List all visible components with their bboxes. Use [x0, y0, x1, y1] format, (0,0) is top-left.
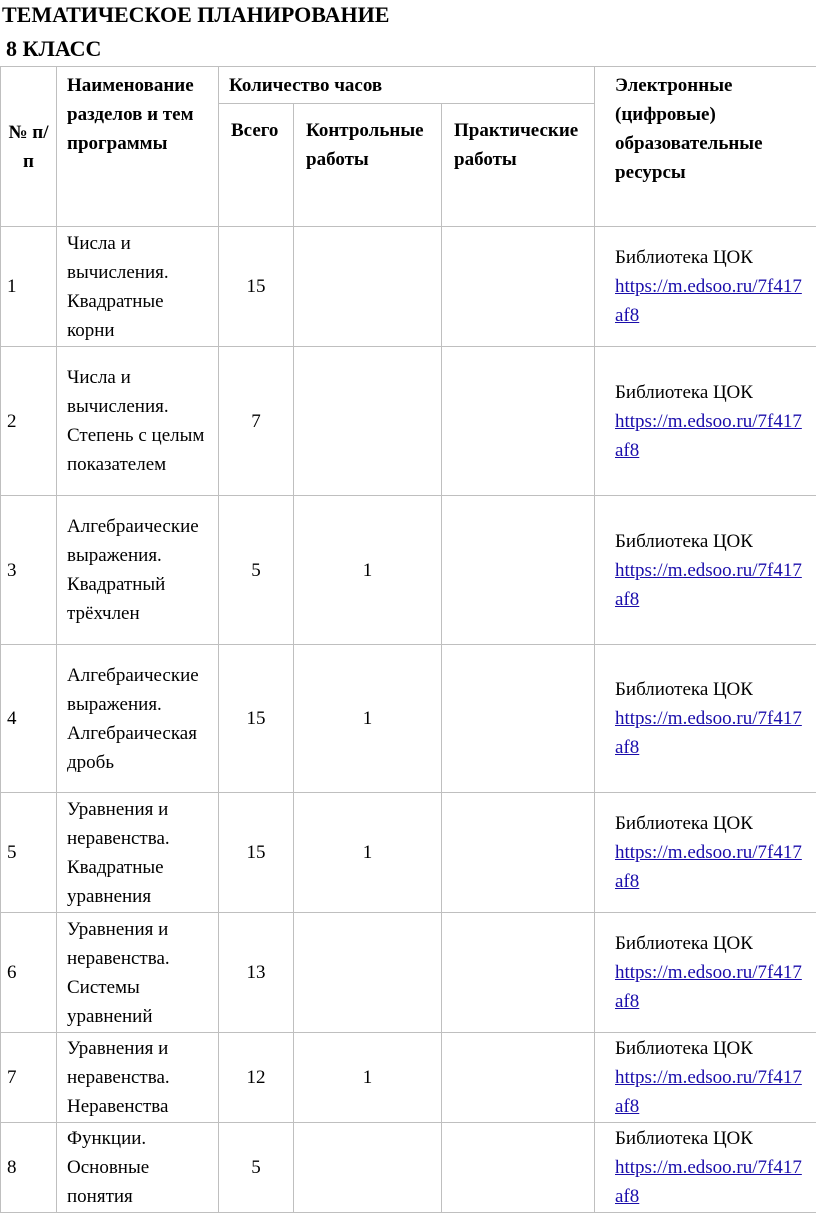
table-row [1, 1033, 816, 1123]
row-name: Алгебраические выражения. Алгебраическая дробь [57, 645, 219, 793]
resource-link[interactable]: https://m.edsoo.ru/7f417af8 [615, 1063, 810, 1121]
row-total: 12 [219, 1033, 294, 1123]
row-num: 1 [1, 227, 57, 347]
resource-link[interactable]: https://m.edsoo.ru/7f417af8 [615, 272, 810, 330]
row-name: Уравнения и неравенства. Системы уравнений [57, 913, 219, 1033]
row-num: 7 [1, 1033, 57, 1123]
resource-link[interactable]: https://m.edsoo.ru/7f417af8 [615, 1153, 810, 1211]
page-title: ТЕМАТИЧЕСКОЕ ПЛАНИРОВАНИЕ [2, 0, 389, 30]
row-num: 8 [1, 1123, 57, 1213]
row-practical [442, 227, 595, 347]
row-resources [595, 347, 816, 496]
header-num: № п/п [1, 67, 57, 227]
table-row [1, 496, 816, 645]
row-total: 5 [219, 1123, 294, 1213]
row-resources [595, 1033, 816, 1123]
resource-library-label: Библиотека ЦОК [615, 527, 810, 556]
row-total: 15 [219, 227, 294, 347]
row-practical [442, 1033, 595, 1123]
row-num: 3 [1, 496, 57, 645]
row-control [294, 347, 442, 496]
row-practical [442, 793, 595, 913]
row-total: 5 [219, 496, 294, 645]
resource-library-label: Библиотека ЦОК [615, 809, 810, 838]
row-name: Уравнения и неравенства. Неравенства [57, 1033, 219, 1123]
row-num: 6 [1, 913, 57, 1033]
row-total: 15 [219, 793, 294, 913]
page-subtitle: 8 КЛАСС [6, 34, 101, 64]
row-name: Числа и вычисления. Квадратные корни [57, 227, 219, 347]
resource-library-label: Библиотека ЦОК [615, 243, 810, 272]
row-practical [442, 913, 595, 1033]
row-resources [595, 1123, 816, 1213]
row-practical [442, 645, 595, 793]
row-total: 7 [219, 347, 294, 496]
row-control [294, 913, 442, 1033]
row-resources [595, 793, 816, 913]
row-total: 13 [219, 913, 294, 1033]
header-control: Контрольные работы [294, 104, 442, 227]
row-resources [595, 645, 816, 793]
resource-library-label: Библиотека ЦОК [615, 1124, 810, 1153]
table-row [1, 347, 816, 496]
row-name: Алгебраические выражения. Квадратный трёхчлен [57, 496, 219, 645]
row-control [294, 227, 442, 347]
table-header-row [1, 67, 816, 104]
resource-link[interactable]: https://m.edsoo.ru/7f417af8 [615, 958, 810, 1016]
header-resources: Электронные (цифровые) образовательные ресурсы [595, 67, 816, 227]
table-row [1, 793, 816, 913]
row-control: 1 [294, 793, 442, 913]
table-row [1, 1123, 816, 1213]
planning-table [0, 66, 816, 1213]
row-practical [442, 347, 595, 496]
row-control: 1 [294, 645, 442, 793]
table-row [1, 645, 816, 793]
row-num: 5 [1, 793, 57, 913]
resource-library-label: Библиотека ЦОК [615, 675, 810, 704]
header-practical: Практические работы [442, 104, 595, 227]
row-resources [595, 913, 816, 1033]
resource-library-label: Библиотека ЦОК [615, 1034, 810, 1063]
row-control: 1 [294, 1033, 442, 1123]
row-num: 2 [1, 347, 57, 496]
row-resources [595, 496, 816, 645]
resource-link[interactable]: https://m.edsoo.ru/7f417af8 [615, 838, 810, 896]
table-row [1, 227, 816, 347]
row-name: Числа и вычисления. Степень с целым показателем [57, 347, 219, 496]
resource-link[interactable]: https://m.edsoo.ru/7f417af8 [615, 556, 810, 614]
table-row [1, 913, 816, 1033]
resource-link[interactable]: https://m.edsoo.ru/7f417af8 [615, 704, 810, 762]
row-control: 1 [294, 496, 442, 645]
row-name: Функции. Основные понятия [57, 1123, 219, 1213]
row-control [294, 1123, 442, 1213]
header-hours: Количество часов [219, 67, 595, 104]
row-resources [595, 227, 816, 347]
row-num: 4 [1, 645, 57, 793]
header-name: Наименование разделов и тем программы [57, 67, 219, 227]
resource-library-label: Библиотека ЦОК [615, 378, 810, 407]
header-total: Всего [219, 104, 294, 227]
resource-link[interactable]: https://m.edsoo.ru/7f417af8 [615, 407, 810, 465]
resource-library-label: Библиотека ЦОК [615, 929, 810, 958]
row-name: Уравнения и неравенства. Квадратные уравнения [57, 793, 219, 913]
row-practical [442, 1123, 595, 1213]
row-total: 15 [219, 645, 294, 793]
row-practical [442, 496, 595, 645]
